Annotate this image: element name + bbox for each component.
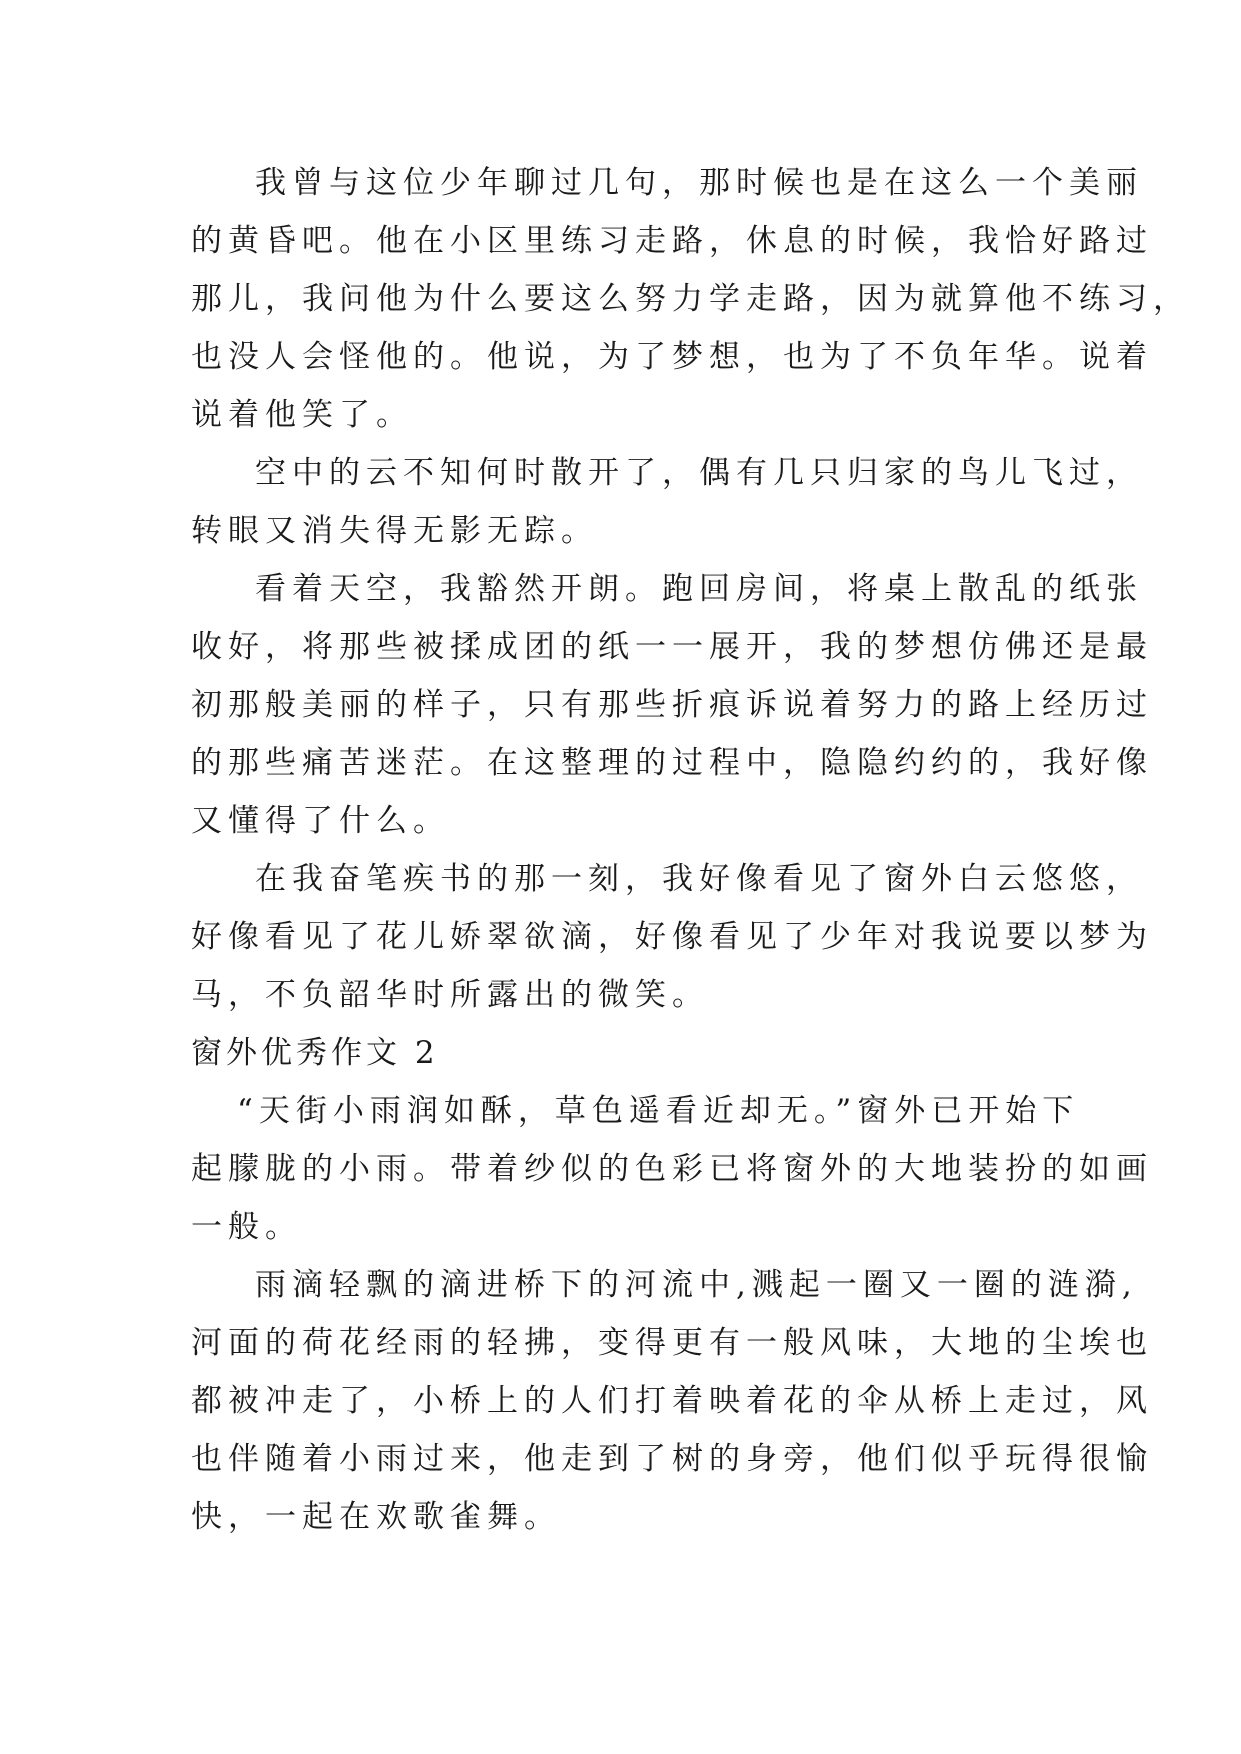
paragraph-3-line-3: 初那般美丽的样子，只有那些折痕诉说着努力的路上经历过 (191, 687, 1153, 723)
paragraph-1-line-5: 说着他笑了。 (191, 397, 413, 433)
paragraph-1-line-3: 那儿，我问他为什么要这么努力学走路，因为就算他不练习， (191, 281, 1190, 317)
paragraph-7-line-1: 雨滴轻飘的滴进桥下的河流中,溅起一圈又一圈的涟漪, (255, 1267, 1138, 1303)
paragraph-3-line-5: 又懂得了什么。 (191, 803, 450, 839)
paragraph-4-line-2: 好像看见了花儿娇翠欲滴，好像看见了少年对我说要以梦为 (191, 919, 1153, 955)
paragraph-1-line-1: 我曾与这位少年聊过几句，那时候也是在这么一个美丽 (255, 165, 1143, 201)
paragraph-4-line-1: 在我奋笔疾书的那一刻，我好像看见了窗外白云悠悠， (255, 861, 1143, 897)
paragraph-2-line-2: 转眼又消失得无影无踪。 (191, 513, 598, 549)
paragraph-1-line-4: 也没人会怪他的。他说，为了梦想，也为了不负年华。说着 (191, 339, 1153, 375)
section-heading: 窗外优秀作文 2 (191, 1035, 439, 1071)
paragraph-4-line-3: 马，不负韶华时所露出的微笑。 (191, 977, 709, 1013)
paragraph-3-line-4: 的那些痛苦迷茫。在这整理的过程中，隐隐约约的，我好像 (191, 745, 1153, 781)
paragraph-1-line-2: 的黄昏吧。他在小区里练习走路，休息的时候，我恰好路过 (191, 223, 1153, 259)
paragraph-7-line-3: 都被冲走了，小桥上的人们打着映着花的伞从桥上走过，风 (191, 1383, 1153, 1419)
paragraph-3-line-2: 收好，将那些被揉成团的纸一一展开，我的梦想仿佛还是最 (191, 629, 1153, 665)
paragraph-6-line-3: 一般。 (191, 1209, 302, 1245)
paragraph-3-line-1: 看着天空，我豁然开朗。跑回房间，将桌上散乱的纸张 (255, 571, 1143, 607)
paragraph-7-line-4: 也伴随着小雨过来，他走到了树的身旁，他们似乎玩得很愉 (191, 1441, 1153, 1477)
paragraph-7-line-5: 快，一起在欢歌雀舞。 (191, 1499, 561, 1535)
paragraph-2-line-1: 空中的云不知何时散开了，偶有几只归家的鸟儿飞过， (255, 455, 1143, 491)
paragraph-6-line-2: 起朦胧的小雨。带着纱似的色彩已将窗外的大地装扮的如画 (191, 1151, 1153, 1187)
paragraph-7-line-2: 河面的荷花经雨的轻拂，变得更有一般风味，大地的尘埃也 (191, 1325, 1153, 1361)
paragraph-6-line-1: “天街小雨润如酥，草色遥看近却无。”窗外已开始下 (237, 1093, 1080, 1129)
